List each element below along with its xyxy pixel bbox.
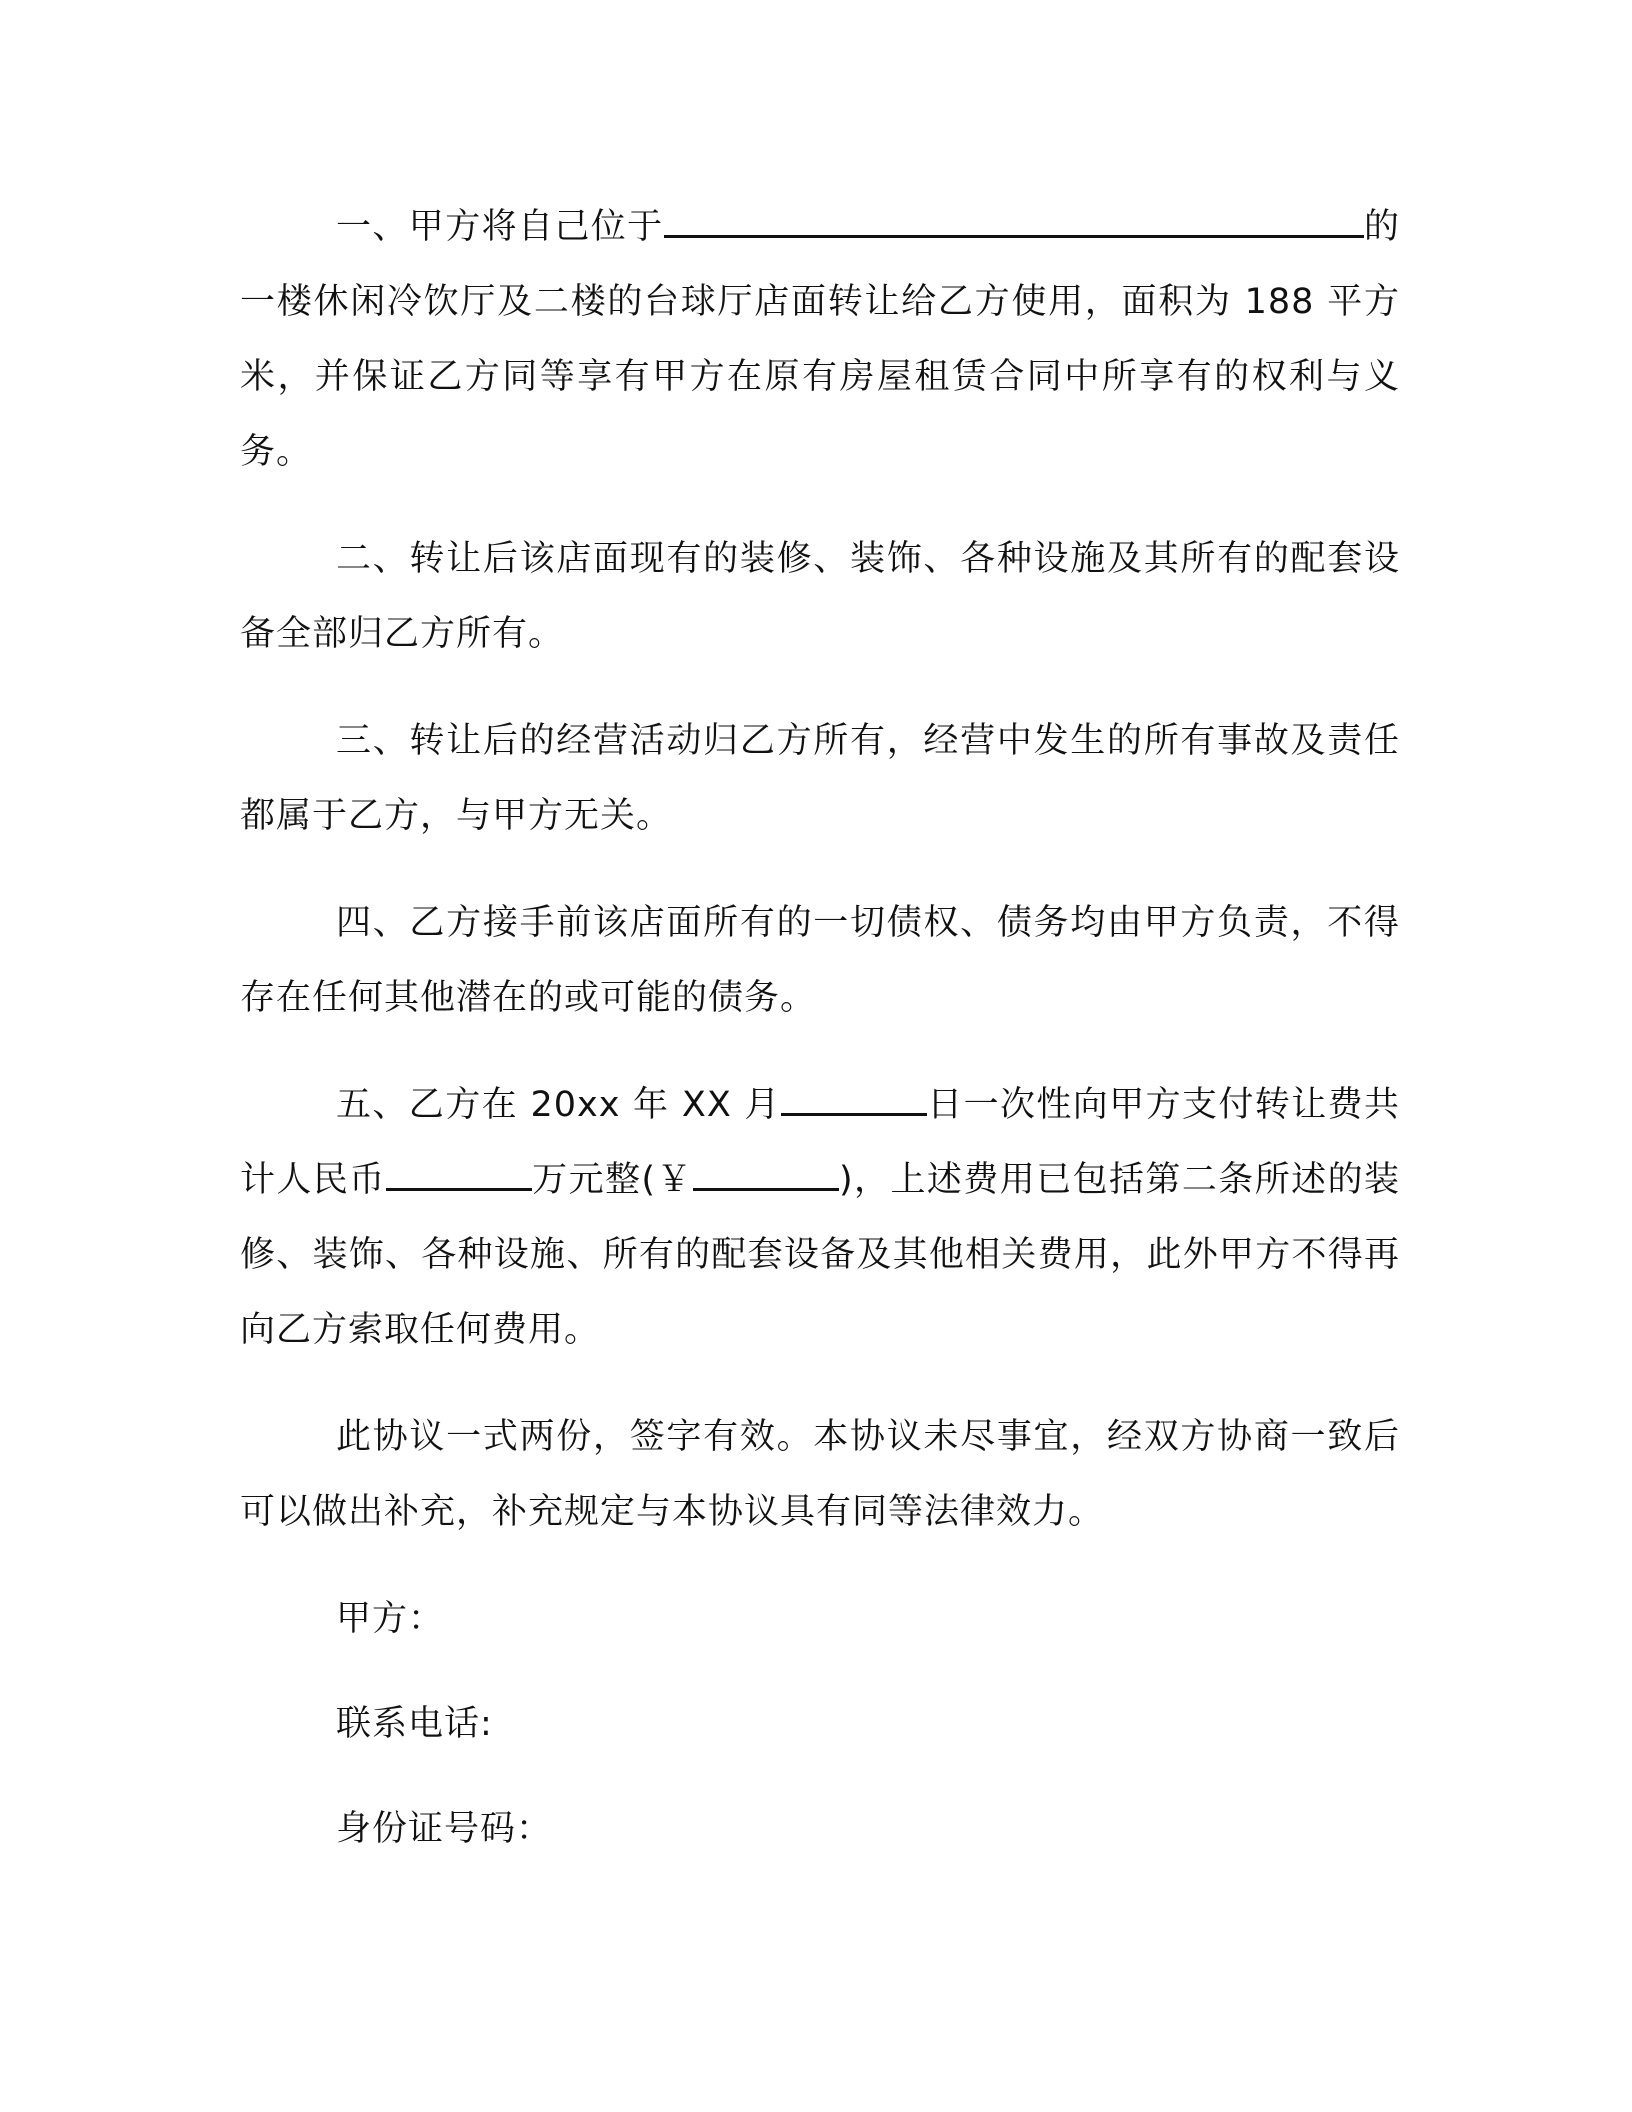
clause-5-part3: 万元整(￥ bbox=[531, 1160, 693, 1200]
clause-1-lead: 一、甲方将自己位于 bbox=[336, 207, 664, 247]
id-number-label: 身份证号码： bbox=[336, 1809, 553, 1849]
clause-5-part4: )，上述费用已包括第二条所述的装修、装饰、各种设施、所有的配套设备及其他相关费用，此外甲方不得再向乙方索取任何费用。 bbox=[240, 1160, 1400, 1350]
amount-rmb-blank[interactable] bbox=[693, 1154, 839, 1191]
clause-4: 四、乙方接手前该店面所有的一切债权、债务均由甲方负责，不得存在任何其他潜在的或可能的债务。 bbox=[240, 903, 1400, 1018]
clause-1-body: 的一楼休闲冷饮厅及二楼的台球厅店面转让给乙方使用，面积为 188 平方米，并保证乙方同等享有甲方在原有房屋租赁合同中所享有的权利与义务。 bbox=[240, 207, 1400, 472]
clause-5-part2: 日一次性向甲方支付转让费共计人民币 bbox=[240, 1085, 1400, 1200]
clause-2: 二、转让后该店面现有的装修、装饰、各种设施及其所有的配套设备全部归乙方所有。 bbox=[240, 539, 1400, 654]
clause-1 bbox=[240, 190, 1400, 490]
phone-label: 联系电话: bbox=[336, 1704, 493, 1744]
closing-clause: 此协议一式两份，签字有效。本协议未尽事宜，经双方协商一致后可以做出补充，补充规定与本协议具有同等法律效力。 bbox=[240, 1417, 1400, 1532]
location-blank[interactable] bbox=[664, 201, 1364, 238]
clause-3: 三、转让后的经营活动归乙方所有，经营中发生的所有事故及责任都属于乙方，与甲方无关。 bbox=[240, 721, 1400, 836]
payment-day-blank[interactable] bbox=[781, 1079, 927, 1116]
clause-5-part1: 五、乙方在 20xx 年 XX 月 bbox=[336, 1085, 781, 1125]
party-a-label: 甲方： bbox=[336, 1599, 445, 1639]
clause-5 bbox=[240, 1068, 1400, 1368]
amount-blank[interactable] bbox=[386, 1154, 532, 1191]
agreement-page bbox=[240, 190, 1400, 1897]
